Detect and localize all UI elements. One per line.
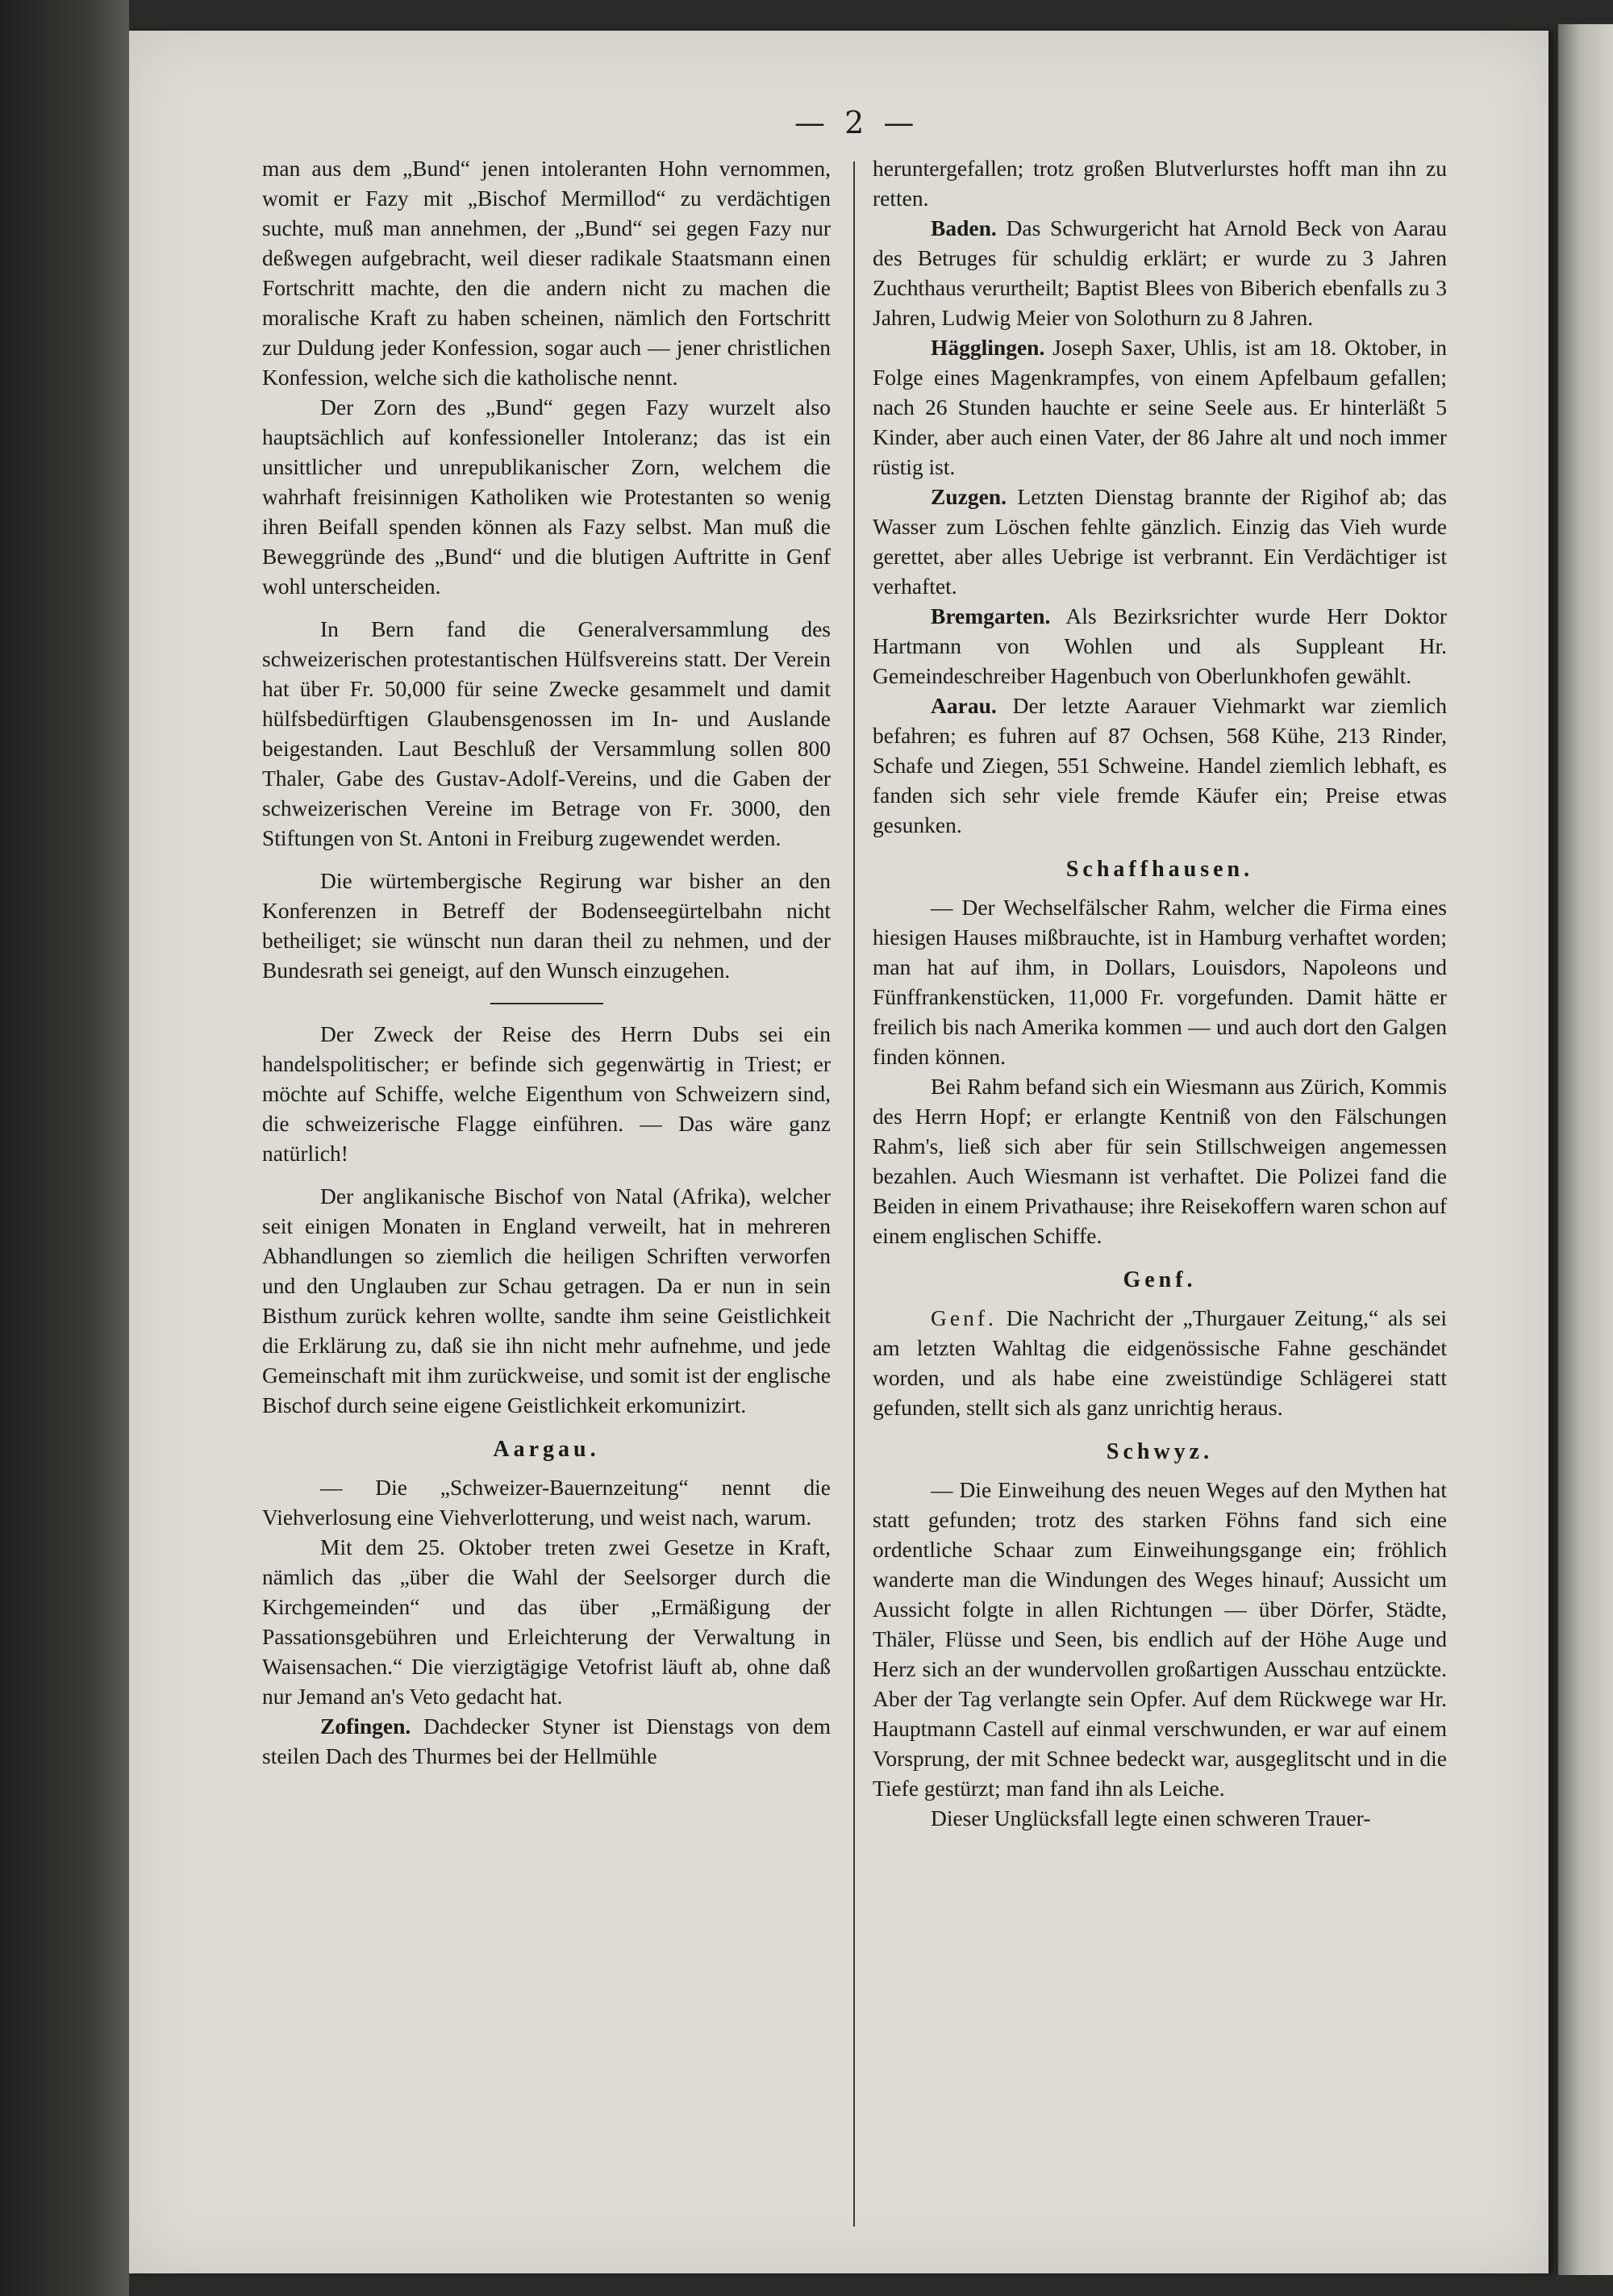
- column-divider: [853, 161, 855, 2227]
- left-column: [262, 153, 831, 1771]
- place-name: Hägglingen.: [931, 335, 1045, 360]
- place-name: Bremgarten.: [931, 603, 1051, 628]
- place-name: Zofingen.: [320, 1714, 411, 1739]
- section-heading-genf: Genf.: [1123, 1267, 1197, 1292]
- spacer: [262, 1168, 831, 1181]
- article-text: Joseph Saxer, Uhlis, ist am 18. Oktober, in Folge eines Magenkrampfes, von einem Apfelbaum gefallen; nach 26 Stunden hauchte er seine Seele aus. Er hinterläßt 5 Kinder, aber auch einen Vater, der 86 Jahre alt und noch immer rüstig ist.: [873, 335, 1447, 479]
- scan-background-left: [0, 0, 129, 2296]
- article-paragraph: [262, 1711, 831, 1771]
- spacer: [262, 601, 831, 614]
- article-text: Letzten Dienstag brannte der Rigihof ab; das Wasser zum Löschen fehlte gänzlich. Einzig das Vieh wurde gerettet, aber alles Uebrige ist verbrannt. Ein Verdächtiger ist verhaftet.: [873, 484, 1448, 599]
- page-number: — 2 —: [794, 105, 919, 140]
- article-paragraph: Die würtembergische Regirung war bisher an den Konferenzen in Betreff der Bodenseegürtelbahn nicht betheiliget; sie wünscht nun daran theil zu nehmen, und der Bundesrath sei geneigt, auf den Wunsch einzugehen.: [262, 868, 831, 983]
- article-paragraph: [873, 1303, 1447, 1422]
- article-text: Der letzte Aarauer Viehmarkt war ziemlich befahren; es fuhren auf 87 Ochsen, 568 Kühe, 213 Rinder, Schafe und Ziegen, 551 Schweine. Handel ziemlich lebhaft, es fanden sich sehr viele fremde Käufer ein; Preise etwas gesunken.: [873, 693, 1448, 837]
- article-paragraph: man aus dem „Bund“ jenen intoleranten Hohn vernommen, womit er Fazy mit „Bischof Mermillod“ zu verdächtigen suchte, muß man annehmen, der „Bund“ sei gegen Fazy nur deßwegen aufgebracht, weil dieser radikale Staatsmann einen Fortschritt machte, den die andern nicht zu machen die moralische Kraft zu haben scheinen, nämlich den Fortschritt zur Duldung jeder Konfession, sogar auch — jener christlichen Konfession, welche sich die katholische nennt.: [262, 156, 831, 390]
- article-paragraph: heruntergefallen; trotz großen Blutverlurstes hofft man ihn zu retten.: [873, 156, 1447, 211]
- article-text: Dachdecker Styner ist Dienstags von dem steilen Dach des Thurmes bei der Hellmühle: [262, 1714, 831, 1768]
- right-column: [873, 153, 1447, 1833]
- section-rule: [490, 1003, 603, 1004]
- section-heading-schwyz: Schwyz.: [1106, 1439, 1214, 1464]
- adjacent-page-edge: [1558, 24, 1613, 2275]
- article-paragraph: [873, 482, 1447, 601]
- article-text: Das Schwurgericht hat Arnold Beck von Aarau des Betruges für schuldig erklärt; er wurde zu 3 Jahren Zuchthaus verurtheilt; Baptist Blees von Biberich ebenfalls zu 3 Jahren, Ludwig Meier von Solothurn zu 8 Jahren.: [873, 215, 1448, 330]
- article-paragraph: Der Zorn des „Bund“ gegen Fazy wurzelt also hauptsächlich auf konfessioneller Intoleranz; das ist ein unsittlicher und unrepublikanischer Zorn, welchem die wahrhaft freisinnigen Katholiken wie Protestanten so wenig ihren Beifall spenden können als Fazy selbst. Man muß die Beweggründe des „Bund“ und die blutigen Auftritte in Genf wohl unterscheiden.: [262, 394, 831, 599]
- article-paragraph: In Bern fand die Generalversammlung des schweizerischen protestantischen Hülfsvereins statt. Der Verein hat über Fr. 50,000 für seine Zwecke gesammelt und damit hülfsbedürftigen Glaubensgenossen im In- und Auslande beigestanden. Laut Beschluß der Versammlung sollen 800 Thaler, Gabe des Gustav-Adolf-Vereins, und die Gaben der schweizerischen Vereine im Betrage von Fr. 3000, den Stiftungen von St. Antoni in Freiburg zugewendet werden.: [262, 616, 831, 850]
- article-paragraph: Der Zweck der Reise des Herrn Dubs sei ein handelspolitischer; er befinde sich gegenwärtig in Triest; er möchte auf Schiffe, welche Eigenthum von Schweizern sind, die schweizerische Flagge einführen. — Das wäre ganz natürlich!: [262, 1021, 831, 1166]
- section-heading-aargau: Aargau.: [493, 1437, 600, 1462]
- article-paragraph: [873, 213, 1447, 332]
- article-paragraph: [873, 601, 1447, 691]
- article-paragraph: [873, 332, 1447, 482]
- article-paragraph: Dieser Unglücksfall legte einen schweren Trauer-: [931, 1805, 1371, 1831]
- article-paragraph: Mit dem 25. Oktober treten zwei Gesetze in Kraft, nämlich das „über die Wahl der Seelsorger durch die Kirchgemeinden“ und das über „Ermäßigung der Passationsgebühren und Erleichterung der Verwaltung in Waisensachen.“ Die vierzigtägige Vetofrist läuft ab, ohne daß nur Jemand an's Veto gedacht hat.: [262, 1534, 831, 1709]
- article-text: Die Nachricht der „Thurgauer Zeitung,“ als sei am letzten Wahltag die eidgenössische Fahne geschändet worden, und als habe eine zweistündige Schlägerei statt gefunden, stellt sich als ganz unrichtig heraus.: [873, 1305, 1448, 1420]
- article-paragraph: — Die „Schweizer-Bauernzeitung“ nennt die Viehverlosung eine Viehverlotterung, und weist nach, warum.: [262, 1475, 831, 1530]
- article-paragraph: — Die Einweihung des neuen Weges auf den Mythen hat statt gefunden; trotz des starken Föhns fand sich eine ordentliche Schaar zum Einweihungsgange ein; fröhlich wanderte man die Windungen des Weges hinauf; Aussicht um Aussicht folgte in allen Richtungen — über Dörfer, Städte, Thäler, Flüsse und Seen, bis endlich auf der Höhe Auge und Herz sich an der wundervollen großartigen Ausschau entzückte. Aber der Tag verlangte sein Opfer. Auf dem Rückwege war Hr. Hauptmann Castell auf einmal verschwunden, er war auf einem Vorsprung, der mit Schnee bedeckt war, ausgeglitscht und in die Tiefe gestürzt; man fand ihn als Leiche.: [873, 1477, 1447, 1801]
- article-text: Als Bezirksrichter wurde Herr Doktor Hartmann von Wohlen und als Suppleant Hr. Gemeindeschreiber Hagenbuch von Oberlunkhofen gewählt.: [873, 603, 1448, 688]
- place-name: Baden.: [931, 215, 997, 240]
- article-paragraph: [873, 691, 1447, 840]
- article-paragraph: Bei Rahm befand sich ein Wiesmann aus Zürich, Kommis des Herrn Hopf; er erlangte Kentniß von den Fälschungen Rahm's, ließ sich aber für sein Stillschweigen angemessen bezahlen. Auch Wiesmann ist verhaftet. Die Polizei fand die Beiden in einem Privathause; ihre Reisekoffern waren schon auf einem englischen Schiffe.: [873, 1074, 1447, 1248]
- place-name: Genf.: [931, 1305, 997, 1330]
- place-name: Aarau.: [931, 693, 997, 718]
- spacer: [262, 853, 831, 866]
- place-name: Zuzgen.: [931, 484, 1007, 509]
- article-paragraph: Der anglikanische Bischof von Natal (Afrika), welcher seit einigen Monaten in England verweilt, hat in mehreren Abhandlungen so ziemlich die heiligen Schriften verworfen und den Unglauben zur Schau getragen. Da er nun in sein Bisthum zurück kehren wollte, sandte ihm seine Geistlichkeit die Erklärung zu, daß sie ihn nicht mehr aufnehme, und jede Gemeinschaft mit ihm zurückweise, und somit ist der englische Bischof durch seine eigene Geistlichkeit erkomunizirt.: [262, 1183, 831, 1417]
- section-heading-schaffhausen: Schaffhausen.: [1065, 857, 1254, 882]
- article-paragraph: — Der Wechselfälscher Rahm, welcher die Firma eines hiesigen Hauses mißbrauchte, ist in Hamburg verhaftet worden; man hat auf ihm, in Dollars, Louisdors, Napoleons und Fünffrankenstücken, 11,000 Fr. vorgefunden. Damit hätte er freilich bis nach Amerika kommen — und auch dort den Galgen finden können.: [873, 895, 1447, 1069]
